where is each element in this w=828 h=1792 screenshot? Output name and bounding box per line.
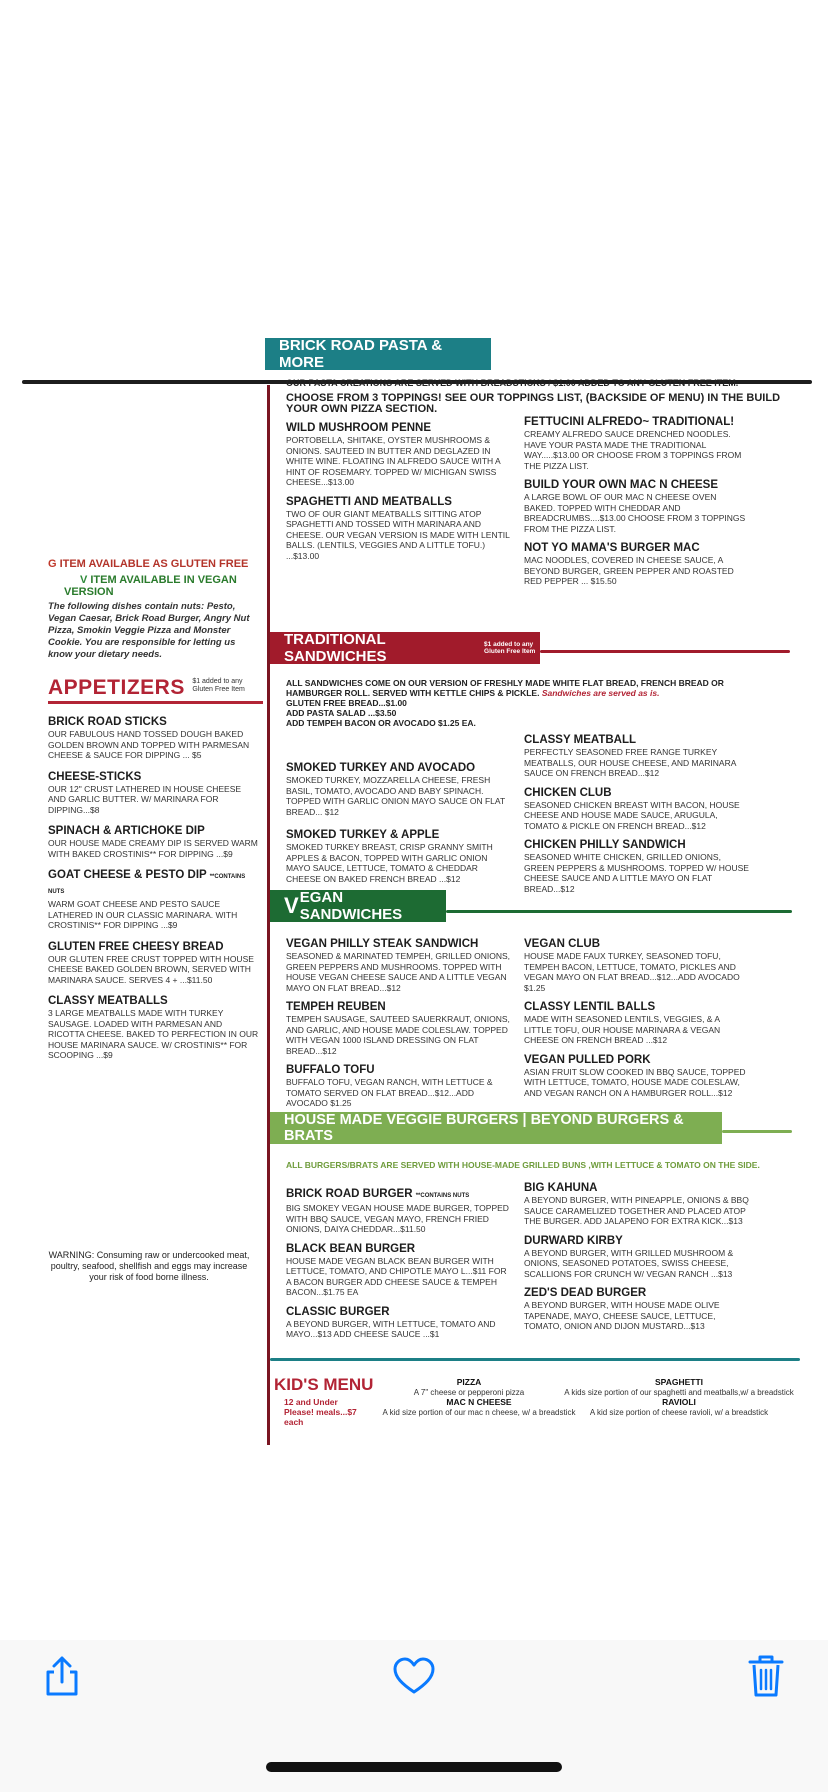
teal-divider	[270, 1358, 800, 1361]
gluten-free-icon: G	[48, 558, 57, 570]
kids-item: SPAGHETTI A kids size portion of our spaghetti and meatballs,w/ a breadstick	[564, 1377, 794, 1397]
kids-item: RAVIOLI A kid size portion of cheese ravioli, w/ a breadstick	[589, 1397, 769, 1417]
menu-item: SPINACH & ARTICHOKE DIP OUR HOUSE MADE CREAMY DIP IS SERVED WARM WITH BAKED CROSTINIS** FOR DIPPING ...$9	[48, 825, 258, 859]
share-icon	[42, 1654, 82, 1698]
home-indicator[interactable]	[266, 1762, 562, 1772]
kids-menu: KID'S MENU 12 and Under Please! meals...$7 each PIZZA A 7" cheese or pepperoni pizza MAC N CHEESE A kid size portion of our mac n cheese, w/ a breadstick SPAGHETTI A kids size portion of our spaghetti and meatballs,w/ a breadstick RAVIOLI A kid size portion of cheese ravioli, w/ a breadstick	[274, 1375, 814, 1435]
pasta-right-column	[524, 416, 749, 595]
menu-item: BRICK ROAD BURGER **CONTAINS NUTS BIG SMOKEY VEGAN HOUSE MADE BURGER, TOPPED WITH BBQ SAUCE, VEGAN MAYO, FRENCH FRIED ONIONS, DAIYA CHEDDAR...$11.50	[286, 1188, 509, 1234]
menu-item: BUFFALO TOFU BUFFALO TOFU, VEGAN RANCH, WITH LETTUCE & TOMATO SERVED ON FLAT BREAD...$12...ADD AVOCADO $1.25	[286, 1064, 493, 1108]
menu-item: CLASSIC BURGER A BEYOND BURGER, WITH LETTUCE, TOMATO AND MAYO...$13 ADD CHEESE SAUCE ...$1	[286, 1305, 496, 1339]
dietary-legend	[48, 558, 258, 661]
burgers-heading: HOUSE MADE VEGGIE BURGERS | BEYOND BURGERS & BRATS	[270, 1112, 722, 1144]
legend-gluten-free: G ITEM AVAILABLE AS GLUTEN FREE	[48, 558, 249, 570]
menu-item: CHEESE-STICKS OUR 12" CRUST LATHERED IN HOUSE CHEESE AND GARLIC BUTTER. W/ MARINARA FOR DIPPING...$8	[48, 770, 242, 815]
legend-vegan: V ITEM AVAILABLE IN VEGAN VERSION	[64, 574, 237, 598]
menu-item: SMOKED TURKEY & APPLE SMOKED TURKEY BREAST, CRISP GRANNY SMITH APPLES & BACON, TOPPED WITH GARLIC ONION MAYO SAUCE, LETTUCE, TOMATO & CHEDDAR CHEESE ON BAKED FRENCH BREAD ...$12	[286, 829, 493, 884]
heart-icon	[392, 1656, 436, 1696]
delete-button[interactable]	[742, 1652, 790, 1700]
sandwiches-heading: TRADITIONAL SANDWICHES $1 added to any Gluten Free Item	[270, 632, 540, 664]
burgers-left-column	[286, 1188, 511, 1348]
menu-item: CLASSY LENTIL BALLS MADE WITH SEASONED LENTILS, VEGGIES, & A LITTLE TOFU, OUR HOUSE MARINARA & VEGAN CHEESE ON FRENCH BREAD ...$12	[524, 1001, 721, 1045]
menu-item: CHICKEN PHILLY SANDWICH SEASONED WHITE CHICKEN, GRILLED ONIONS, GREEN PEPPERS & MUSHROOMS. TOPPED W/ HOUSE CHEESE SAUCE AND A LITTLE MAYO ON FLAT BREAD...$12	[524, 839, 749, 894]
trash-icon	[746, 1653, 786, 1699]
menu-item: TEMPEH REUBEN TEMPEH SAUSAGE, SAUTEED SAUERKRAUT, ONIONS, AND GARLIC, AND HOUSE MADE COLESLAW. TOPPED WITH VEGAN 1000 ISLAND DRESSING ON FLAT BREAD...$12	[286, 1001, 510, 1056]
menu-item: FETTUCINI ALFREDO~ TRADITIONAL! CREAMY ALFREDO SAUCE DRENCHED NOODLES. HAVE YOUR PASTA MADE THE TRADITIONAL WAY.....$13.00 OR CHOOSE FROM 3 TOPPINGS FROM THE PIZZA LIST.	[524, 416, 742, 471]
light-green-divider	[722, 1130, 792, 1133]
menu-item: VEGAN PHILLY STEAK SANDWICH SEASONED & MARINATED TEMPEH, GRILLED ONIONS, GREEN PEPPERS AND MUSHROOMS. TOPPED WITH HOUSE VEGAN CHEESE SAUCE AND A LITTLE VEGAN MAYO ON FLAT BREAD...$12	[286, 938, 511, 993]
menu-item: VEGAN PULLED PORK ASIAN FRUIT SLOW COOKED IN BBQ SAUCE, TOPPED WITH LETTUCE, TOMATO, HOUSE MADE COLESLAW, AND VEGAN RANCH ON A HAMBURGER ROLL...$12	[524, 1053, 746, 1098]
burgers-intro: ALL BURGERS/BRATS ARE SERVED WITH HOUSE-MADE GRILLED BUNS ,WITH LETTUCE & TOMATO ON THE SIDE.	[286, 1160, 760, 1170]
menu-item: CLASSY MEATBALLS 3 LARGE MEATBALLS MADE WITH TURKEY SAUSAGE. LOADED WITH PARMESAN AND RICOTTA CHEESE. BAKED TO PERFECTION IN OUR HOUSE MARINARA SAUCE. W/ CROSTINIS** FOR SCOOPING ...$9	[48, 995, 259, 1060]
appetizers-heading: APPETIZERS $1 added to any Gluten Free Item	[48, 676, 263, 704]
green-divider	[446, 910, 792, 913]
menu-item: GOAT CHEESE & PESTO DIP **CONTAINS NUTS WARM GOAT CHEESE AND PESTO SAUCE LATHERED IN OUR CLASSIC MARINARA. WITH CROSTINIS** FOR DIPPING ...$9	[48, 869, 246, 930]
vegan-left-column	[286, 938, 511, 1117]
vegan-v-icon: V	[284, 893, 299, 918]
menu-item: WILD MUSHROOM PENNE PORTOBELLA, SHITAKE, OYSTER MUSHROOMS & ONIONS. SAUTEED IN BUTTER AND DEGLAZED IN WHITE WINE. FLOATING IN ALFREDO SAUCE WITH A HINT OF ROSEMARY. TOPPED W/ MICHIGAN SWISS CHEESE...$13.00	[286, 422, 501, 487]
menu-item: BIG KAHUNA A BEYOND BURGER, WITH PINEAPPLE, ONIONS & BBQ SAUCE CARAMELIZED TOGETHER AND PLACED ATOP THE BURGER. ADD JALAPENO FOR EXTRA KICK...$13	[524, 1182, 749, 1226]
favorite-button[interactable]	[390, 1652, 438, 1700]
vegan-icon: V	[80, 574, 88, 586]
menu-item: BLACK BEAN BURGER HOUSE MADE VEGAN BLACK BEAN BURGER WITH LETTUCE, TOMATO, AND CHIPOTLE MAYO L...$11 FOR A BACON BURGER ADD CHEESE SAUCE & TEMPEH BACON...$1.75 EA	[286, 1242, 507, 1297]
menu-item: CLASSY MEATBALL PERFECTLY SEASONED FREE RANGE TURKEY MEATBALLS, OUR HOUSE CHEESE, AND MARINARA SAUCE ON FRENCH BREAD...$12	[524, 734, 736, 778]
menu-item: BUILD YOUR OWN MAC N CHEESE A LARGE BOWL OF OUR MAC N CHEESE OVEN BAKED. TOPPED WITH CHEDDAR AND BREADCRUMBS....$13.00 CHOOSE FROM 3 TOPPINGS FROM THE PIZZA LIST.	[524, 479, 746, 534]
menu-item: NOT YO MAMA'S BURGER MAC MAC NOODLES, COVERED IN CHEESE SAUCE, A BEYOND BURGER, GREEN PEPPER AND ROASTED RED PEPPER ... $15.50	[524, 542, 734, 586]
pasta-left-column	[286, 422, 511, 569]
red-divider	[540, 650, 790, 653]
menu-item: VEGAN CLUB HOUSE MADE FAUX TURKEY, SEASONED TOFU, TEMPEH BACON, LETTUCE, TOMATO, PICKLES AND VEGAN MAYO ON FLAT BREAD...$12...ADD AVOCADO $1.25	[524, 938, 740, 993]
menu-item: SPAGHETTI AND MEATBALLS TWO OF OUR GIANT MEATBALLS SITTING ATOP SPAGHETTI AND TOSSED WITH MARINARA AND CHEESE. OUR VEGAN VERSION IS MADE WITH LENTIL BALLS. (LENTILS, VEGGIES AND A LITTLE TOFU.) ...$13.00	[286, 495, 510, 561]
pasta-heading: BRICK ROAD PASTA & MORE	[265, 338, 491, 370]
vegan-right-column	[524, 938, 749, 1106]
menu-document	[0, 230, 828, 1460]
appetizers-list	[48, 716, 260, 1071]
share-button[interactable]	[38, 1652, 86, 1700]
menu-item: SMOKED TURKEY AND AVOCADO SMOKED TURKEY, MOZZARELLA CHEESE, FRESH BASIL, TOMATO, AVOCADO AND BABY SPINACH. TOPPED WITH GARLIC ONION MAYO SAUCE ON FLAT BREAD... $12	[286, 762, 505, 817]
kids-item: PIZZA A 7" cheese or pepperoni pizza	[413, 1377, 525, 1397]
menu-item: CHICKEN CLUB SEASONED CHICKEN BREAST WITH BACON, HOUSE CHEESE AND HOUSE MADE SAUCE, ARUGULA, TOMATO & PICKLE ON FRENCH BREAD...$12	[524, 786, 740, 831]
burgers-right-column	[524, 1182, 749, 1340]
menu-item: GLUTEN FREE CHEESY BREAD OUR GLUTEN FREE CRUST TOPPED WITH HOUSE CHEESE BAKED GOLDEN BROWN, SERVED WITH MARINARA SAUCE. SERVES 4 + ...$11.50	[48, 940, 254, 985]
pasta-intro: OUR PASTA CREATIONS ARE SERVED WITH BREADSTICKS / $1.00 ADDED TO ANY GLUTEN FREE ITEM. CHOOSE FROM 3 TOPPINGS! SEE OUR TOPPINGS LIST, (BACKSIDE OF MENU) IN THE BUILD YOUR OWN PIZZA SECTION.	[286, 378, 781, 415]
nuts-notice: The following dishes contain nuts: Pesto, Vegan Caesar, Brick Road Burger, Angry Nut Pizza, Smokin Veggie Pizza and Monster Cookie. You are responsible for letting us know your dietary needs.	[48, 601, 250, 660]
sandwiches-left-column	[286, 762, 511, 892]
menu-item: DURWARD KIRBY A BEYOND BURGER, WITH GRILLED MUSHROOM & ONIONS, SEASONED POTATOES, SWISS CHEESE, SCALLIONS FOR CRUNCH W/ VEGAN RANCH ...$13	[524, 1234, 734, 1279]
menu-item: ZED'S DEAD BURGER A BEYOND BURGER, WITH HOUSE MADE OLIVE TAPENADE, MAYO, CHEESE SAUCE, LETTUCE, TOMATO, ONION AND DIJON MUSTARD...$13	[524, 1287, 720, 1331]
sandwiches-right-column	[524, 734, 749, 902]
food-warning: WARNING: Consuming raw or undercooked meat, poultry, seafood, shellfish and eggs may increase your risk of food borne illness.	[48, 1250, 250, 1282]
sandwiches-intro: ALL SANDWICHES COME ON OUR VERSION OF FRESHLY MADE WHITE FLAT BREAD, FRENCH BREAD OR HAMBURGER ROLL. SERVED WITH KETTLE CHIPS & PICKLE. Sandwiches are served as is. GLUTEN FREE BREAD...$1.00 ADD PASTA SALAD ...$3.50 ADD TEMPEH BACON OR AVOCADO $1.25 EA.	[286, 678, 724, 728]
kids-item: MAC N CHEESE A kid size portion of our mac n cheese, w/ a breadstick	[382, 1397, 576, 1417]
menu-item: BRICK ROAD STICKS OUR FABULOUS HAND TOSSED DOUGH BAKED GOLDEN BROWN AND TOPPED WITH PARMESAN CHEESE & SAUCE FOR DIPPING ... $5	[48, 716, 250, 760]
vegan-heading: V EGAN SANDWICHES	[270, 890, 446, 922]
